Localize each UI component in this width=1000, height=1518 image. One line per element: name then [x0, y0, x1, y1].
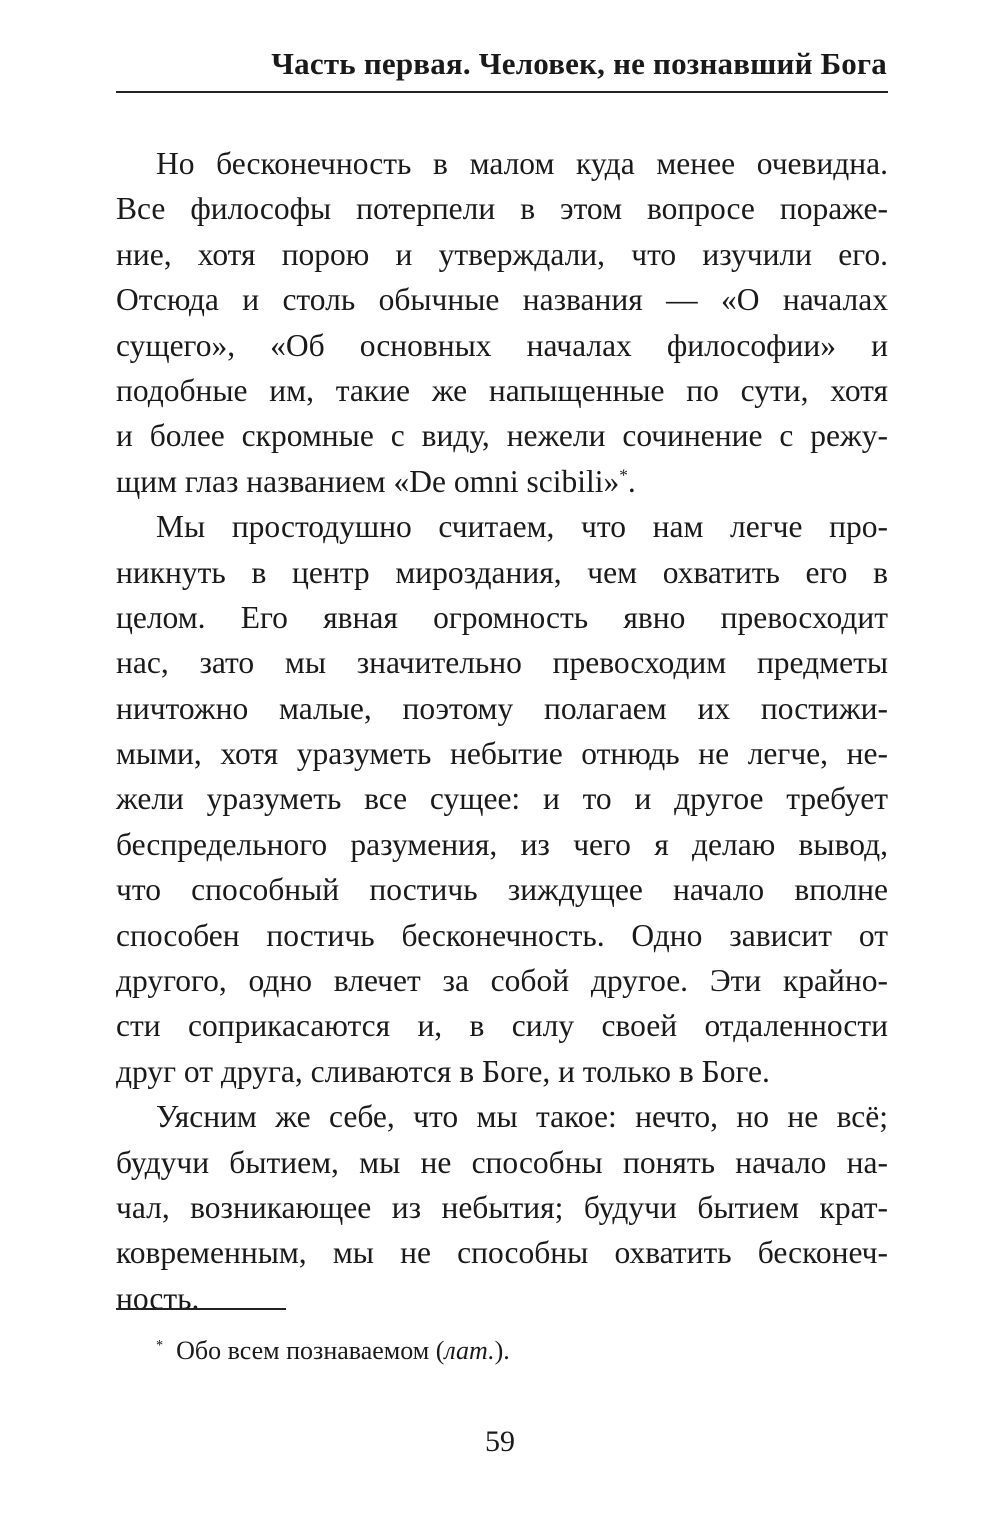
text-line-content: щим глаз названием «De omni scibili» — [116, 463, 620, 499]
text-line: Отсюда и столь обычные названия — «О началах — [116, 282, 888, 318]
body-text — [116, 141, 888, 1321]
text-line: Мы простодушно считаем, что нам легче про- — [156, 509, 888, 545]
text-line: Но бесконечность в малом куда менее очевидна. — [156, 146, 888, 181]
text-line: Все философы потерпели в этом вопросе пораже- — [116, 191, 888, 227]
sentence-end: . — [627, 463, 636, 499]
footnote-close: ). — [494, 1336, 510, 1365]
text-line: способен постичь бесконечность. Одно зависит от — [116, 917, 888, 953]
text-line: другого, одно влечет за собой другое. Эти крайно- — [116, 963, 888, 999]
footnote-rule — [116, 1308, 286, 1310]
page-number: 59 — [485, 1425, 515, 1458]
text-line: будучи бытием, мы не способны понять начало на- — [116, 1144, 888, 1180]
footnote-marker: * — [156, 1337, 164, 1354]
paragraph-3 — [116, 1094, 888, 1321]
text-line: сти соприкасаются и, в силу своей отдаленности — [116, 1008, 888, 1044]
footnote-text: Обо всем познаваемом ( — [176, 1336, 445, 1365]
text-line: ние, хотя порою и утверждали, что изучили его. — [116, 236, 888, 272]
text-line: нас, зато мы значительно превосходим предметы — [116, 645, 888, 681]
text-line: что способный постичь зиждущее начало вполне — [116, 872, 888, 908]
text-line: никнуть в центр мироздания, чем охватить его в — [116, 554, 888, 590]
text-line — [116, 459, 888, 504]
text-line: ность. — [116, 1280, 200, 1316]
paragraph-2 — [116, 504, 888, 1094]
text-line: ковременным, мы не способны охватить бесконеч- — [116, 1235, 888, 1271]
text-line: Уясним же себе, что мы такое: нечто, но не всё; — [156, 1099, 888, 1135]
footnote-marker: * — [619, 465, 628, 485]
footnote-abbreviation: лат. — [444, 1336, 495, 1365]
paragraph-1 — [116, 141, 888, 504]
text-line: жели уразуметь все сущее: и то и другое требует — [116, 781, 888, 817]
text-line: чал, возникающее из небытия; будучи бытием крат- — [116, 1189, 888, 1225]
text-line: целом. Его явная огромность явно превосходит — [116, 599, 888, 635]
running-head: Часть первая. Человек, не познавший Бога — [271, 46, 887, 81]
text-line: друг от друга, сливаются в Боге, и только в Боге. — [116, 1053, 770, 1089]
footnote — [156, 1336, 510, 1366]
text-line: и более скромные с виду, нежели сочинение с режу- — [116, 418, 888, 454]
header-rule — [116, 91, 888, 93]
text-line: подобные им, такие же напыщенные по сути, хотя — [116, 372, 888, 408]
text-line: сущего», «Об основных началах философии» и — [116, 327, 888, 363]
text-line: беспредельного разумения, из чего я делаю вывод, — [116, 826, 888, 862]
text-line: мыми, хотя уразуметь небытие отнюдь не легче, не- — [116, 736, 888, 772]
text-line: ничтожно малые, поэтому полагаем их постижи- — [116, 690, 888, 726]
